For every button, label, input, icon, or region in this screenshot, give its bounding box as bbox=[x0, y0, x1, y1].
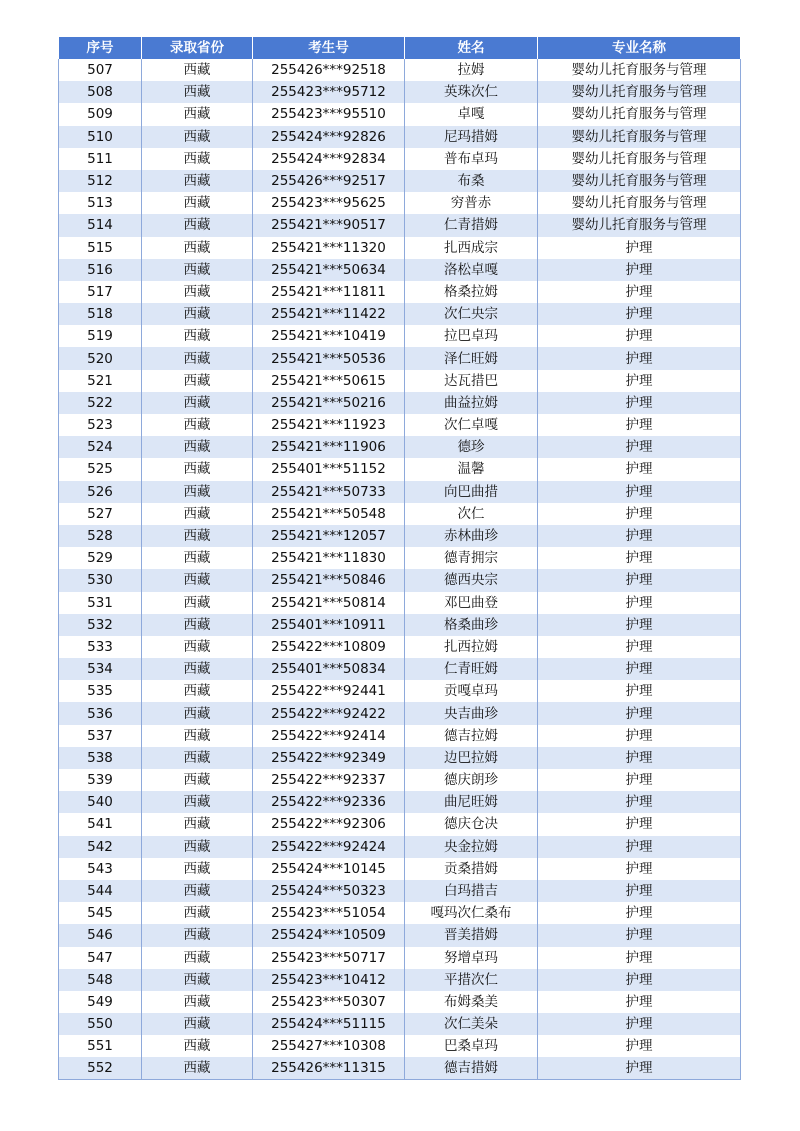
cell-exam-number: 255422***92336 bbox=[253, 791, 405, 813]
cell-province: 西藏 bbox=[142, 769, 253, 791]
table-row bbox=[59, 747, 741, 769]
cell-major: 护理 bbox=[538, 858, 741, 880]
cell-province: 西藏 bbox=[142, 614, 253, 636]
cell-major: 护理 bbox=[538, 725, 741, 747]
table-row bbox=[59, 680, 741, 702]
cell-seq: 510 bbox=[59, 126, 142, 148]
cell-seq: 523 bbox=[59, 414, 142, 436]
cell-exam-number: 255421***50846 bbox=[253, 569, 405, 591]
cell-major: 婴幼儿托育服务与管理 bbox=[538, 126, 741, 148]
table-row bbox=[59, 769, 741, 791]
table-row bbox=[59, 1057, 741, 1080]
cell-exam-number: 255424***92826 bbox=[253, 126, 405, 148]
cell-exam-number: 255421***11320 bbox=[253, 237, 405, 259]
table-row bbox=[59, 880, 741, 902]
cell-name: 温馨 bbox=[405, 458, 538, 480]
cell-exam-number: 255424***50323 bbox=[253, 880, 405, 902]
cell-exam-number: 255421***90517 bbox=[253, 214, 405, 236]
cell-exam-number: 255421***50216 bbox=[253, 392, 405, 414]
cell-major: 护理 bbox=[538, 991, 741, 1013]
cell-exam-number: 255424***92834 bbox=[253, 148, 405, 170]
cell-seq: 532 bbox=[59, 614, 142, 636]
table-row bbox=[59, 325, 741, 347]
table-row bbox=[59, 547, 741, 569]
cell-major: 护理 bbox=[538, 769, 741, 791]
table-row bbox=[59, 170, 741, 192]
cell-exam-number: 255421***12057 bbox=[253, 525, 405, 547]
cell-seq: 508 bbox=[59, 81, 142, 103]
table-row bbox=[59, 614, 741, 636]
cell-province: 西藏 bbox=[142, 481, 253, 503]
cell-seq: 519 bbox=[59, 325, 142, 347]
table-row bbox=[59, 791, 741, 813]
cell-name: 仁青旺姆 bbox=[405, 658, 538, 680]
cell-name: 布姆桑美 bbox=[405, 991, 538, 1013]
cell-name: 次仁美朵 bbox=[405, 1013, 538, 1035]
cell-major: 护理 bbox=[538, 1035, 741, 1057]
cell-province: 西藏 bbox=[142, 370, 253, 392]
cell-province: 西藏 bbox=[142, 1035, 253, 1057]
cell-province: 西藏 bbox=[142, 658, 253, 680]
cell-exam-number: 255422***92424 bbox=[253, 836, 405, 858]
cell-seq: 537 bbox=[59, 725, 142, 747]
cell-name: 扎西拉姆 bbox=[405, 636, 538, 658]
cell-exam-number: 255421***50634 bbox=[253, 259, 405, 281]
cell-seq: 544 bbox=[59, 880, 142, 902]
cell-seq: 540 bbox=[59, 791, 142, 813]
cell-exam-number: 255421***50536 bbox=[253, 347, 405, 369]
cell-province: 西藏 bbox=[142, 836, 253, 858]
cell-seq: 538 bbox=[59, 747, 142, 769]
cell-province: 西藏 bbox=[142, 947, 253, 969]
cell-exam-number: 255421***50733 bbox=[253, 481, 405, 503]
cell-seq: 526 bbox=[59, 481, 142, 503]
cell-major: 护理 bbox=[538, 547, 741, 569]
table-row bbox=[59, 924, 741, 946]
cell-exam-number: 255423***95510 bbox=[253, 103, 405, 125]
cell-province: 西藏 bbox=[142, 547, 253, 569]
table-row bbox=[59, 59, 741, 81]
admission-table bbox=[58, 37, 741, 1080]
table-row bbox=[59, 858, 741, 880]
cell-province: 西藏 bbox=[142, 725, 253, 747]
cell-major: 护理 bbox=[538, 836, 741, 858]
table-body bbox=[59, 59, 741, 1080]
cell-exam-number: 255422***92306 bbox=[253, 813, 405, 835]
cell-name: 普布卓玛 bbox=[405, 148, 538, 170]
cell-seq: 535 bbox=[59, 680, 142, 702]
cell-seq: 515 bbox=[59, 237, 142, 259]
table-row bbox=[59, 281, 741, 303]
table-row bbox=[59, 725, 741, 747]
cell-seq: 512 bbox=[59, 170, 142, 192]
cell-exam-number: 255423***95712 bbox=[253, 81, 405, 103]
cell-seq: 514 bbox=[59, 214, 142, 236]
cell-name: 仁青措姆 bbox=[405, 214, 538, 236]
cell-exam-number: 255422***92349 bbox=[253, 747, 405, 769]
cell-major: 护理 bbox=[538, 636, 741, 658]
table-row bbox=[59, 214, 741, 236]
cell-name: 次仁央宗 bbox=[405, 303, 538, 325]
table-row bbox=[59, 370, 741, 392]
cell-province: 西藏 bbox=[142, 525, 253, 547]
cell-exam-number: 255421***11906 bbox=[253, 436, 405, 458]
header-province: 录取省份 bbox=[142, 37, 253, 59]
cell-major: 护理 bbox=[538, 303, 741, 325]
cell-exam-number: 255423***95625 bbox=[253, 192, 405, 214]
cell-name: 尼玛措姆 bbox=[405, 126, 538, 148]
table-row bbox=[59, 569, 741, 591]
cell-seq: 539 bbox=[59, 769, 142, 791]
table-row bbox=[59, 148, 741, 170]
cell-major: 婴幼儿托育服务与管理 bbox=[538, 170, 741, 192]
cell-seq: 542 bbox=[59, 836, 142, 858]
cell-name: 贡嘎卓玛 bbox=[405, 680, 538, 702]
cell-exam-number: 255421***11422 bbox=[253, 303, 405, 325]
header-name: 姓名 bbox=[405, 37, 538, 59]
cell-seq: 517 bbox=[59, 281, 142, 303]
cell-seq: 536 bbox=[59, 702, 142, 724]
cell-name: 布桑 bbox=[405, 170, 538, 192]
cell-province: 西藏 bbox=[142, 592, 253, 614]
cell-major: 护理 bbox=[538, 592, 741, 614]
cell-major: 婴幼儿托育服务与管理 bbox=[538, 192, 741, 214]
cell-major: 护理 bbox=[538, 481, 741, 503]
cell-province: 西藏 bbox=[142, 991, 253, 1013]
cell-province: 西藏 bbox=[142, 702, 253, 724]
table-row bbox=[59, 1035, 741, 1057]
cell-province: 西藏 bbox=[142, 148, 253, 170]
table-row bbox=[59, 126, 741, 148]
cell-major: 护理 bbox=[538, 680, 741, 702]
cell-major: 护理 bbox=[538, 813, 741, 835]
cell-major: 护理 bbox=[538, 458, 741, 480]
cell-exam-number: 255423***10412 bbox=[253, 969, 405, 991]
cell-province: 西藏 bbox=[142, 813, 253, 835]
table-row bbox=[59, 592, 741, 614]
cell-exam-number: 255426***92517 bbox=[253, 170, 405, 192]
cell-name: 格桑拉姆 bbox=[405, 281, 538, 303]
cell-major: 护理 bbox=[538, 902, 741, 924]
cell-province: 西藏 bbox=[142, 170, 253, 192]
cell-exam-number: 255427***10308 bbox=[253, 1035, 405, 1057]
cell-seq: 509 bbox=[59, 103, 142, 125]
cell-major: 护理 bbox=[538, 747, 741, 769]
cell-exam-number: 255421***11923 bbox=[253, 414, 405, 436]
cell-seq: 527 bbox=[59, 503, 142, 525]
cell-name: 向巴曲措 bbox=[405, 481, 538, 503]
table-row bbox=[59, 947, 741, 969]
cell-name: 贡桑措姆 bbox=[405, 858, 538, 880]
cell-name: 白玛措吉 bbox=[405, 880, 538, 902]
cell-seq: 521 bbox=[59, 370, 142, 392]
cell-province: 西藏 bbox=[142, 126, 253, 148]
table-row bbox=[59, 525, 741, 547]
cell-seq: 547 bbox=[59, 947, 142, 969]
cell-major: 护理 bbox=[538, 947, 741, 969]
cell-major: 护理 bbox=[538, 325, 741, 347]
table-row bbox=[59, 414, 741, 436]
cell-province: 西藏 bbox=[142, 281, 253, 303]
cell-province: 西藏 bbox=[142, 902, 253, 924]
cell-seq: 550 bbox=[59, 1013, 142, 1035]
table-row bbox=[59, 481, 741, 503]
cell-exam-number: 255422***92441 bbox=[253, 680, 405, 702]
cell-name: 英珠次仁 bbox=[405, 81, 538, 103]
cell-exam-number: 255401***50834 bbox=[253, 658, 405, 680]
cell-major: 护理 bbox=[538, 1013, 741, 1035]
cell-province: 西藏 bbox=[142, 858, 253, 880]
cell-province: 西藏 bbox=[142, 325, 253, 347]
cell-exam-number: 255426***92518 bbox=[253, 59, 405, 81]
cell-seq: 552 bbox=[59, 1057, 142, 1080]
cell-major: 婴幼儿托育服务与管理 bbox=[538, 81, 741, 103]
cell-seq: 548 bbox=[59, 969, 142, 991]
cell-name: 邓巴曲登 bbox=[405, 592, 538, 614]
cell-exam-number: 255424***51115 bbox=[253, 1013, 405, 1035]
cell-major: 婴幼儿托育服务与管理 bbox=[538, 148, 741, 170]
cell-province: 西藏 bbox=[142, 214, 253, 236]
cell-seq: 524 bbox=[59, 436, 142, 458]
cell-exam-number: 255421***50548 bbox=[253, 503, 405, 525]
cell-exam-number: 255424***10509 bbox=[253, 924, 405, 946]
cell-province: 西藏 bbox=[142, 59, 253, 81]
table-row bbox=[59, 436, 741, 458]
cell-name: 卓嘎 bbox=[405, 103, 538, 125]
cell-province: 西藏 bbox=[142, 636, 253, 658]
cell-major: 护理 bbox=[538, 702, 741, 724]
cell-seq: 534 bbox=[59, 658, 142, 680]
cell-name: 德青拥宗 bbox=[405, 547, 538, 569]
table-row bbox=[59, 392, 741, 414]
cell-name: 拉巴卓玛 bbox=[405, 325, 538, 347]
table-row bbox=[59, 192, 741, 214]
cell-province: 西藏 bbox=[142, 1057, 253, 1080]
table-row bbox=[59, 347, 741, 369]
cell-seq: 546 bbox=[59, 924, 142, 946]
cell-name: 边巴拉姆 bbox=[405, 747, 538, 769]
cell-name: 格桑曲珍 bbox=[405, 614, 538, 636]
cell-major: 婴幼儿托育服务与管理 bbox=[538, 103, 741, 125]
cell-exam-number: 255422***10809 bbox=[253, 636, 405, 658]
cell-seq: 522 bbox=[59, 392, 142, 414]
cell-seq: 511 bbox=[59, 148, 142, 170]
cell-major: 护理 bbox=[538, 969, 741, 991]
cell-exam-number: 255424***10145 bbox=[253, 858, 405, 880]
cell-exam-number: 255421***11811 bbox=[253, 281, 405, 303]
cell-name: 德吉措姆 bbox=[405, 1057, 538, 1080]
cell-province: 西藏 bbox=[142, 347, 253, 369]
cell-major: 护理 bbox=[538, 414, 741, 436]
cell-seq: 518 bbox=[59, 303, 142, 325]
cell-name: 嘎玛次仁桑布 bbox=[405, 902, 538, 924]
table-row bbox=[59, 237, 741, 259]
cell-name: 曲尼旺姆 bbox=[405, 791, 538, 813]
cell-name: 德吉拉姆 bbox=[405, 725, 538, 747]
cell-exam-number: 255421***50814 bbox=[253, 592, 405, 614]
cell-major: 婴幼儿托育服务与管理 bbox=[538, 59, 741, 81]
cell-province: 西藏 bbox=[142, 569, 253, 591]
cell-major: 护理 bbox=[538, 614, 741, 636]
cell-province: 西藏 bbox=[142, 81, 253, 103]
cell-name: 穷普赤 bbox=[405, 192, 538, 214]
table-row bbox=[59, 303, 741, 325]
table-row bbox=[59, 81, 741, 103]
header-major: 专业名称 bbox=[538, 37, 741, 59]
table-row bbox=[59, 969, 741, 991]
cell-seq: 549 bbox=[59, 991, 142, 1013]
table-row bbox=[59, 813, 741, 835]
cell-seq: 543 bbox=[59, 858, 142, 880]
cell-name: 德西央宗 bbox=[405, 569, 538, 591]
header-row bbox=[59, 37, 741, 59]
table-row bbox=[59, 259, 741, 281]
cell-province: 西藏 bbox=[142, 192, 253, 214]
cell-name: 曲益拉姆 bbox=[405, 392, 538, 414]
cell-exam-number: 255423***50307 bbox=[253, 991, 405, 1013]
cell-exam-number: 255426***11315 bbox=[253, 1057, 405, 1080]
cell-major: 护理 bbox=[538, 924, 741, 946]
cell-province: 西藏 bbox=[142, 303, 253, 325]
cell-exam-number: 255423***51054 bbox=[253, 902, 405, 924]
cell-seq: 541 bbox=[59, 813, 142, 835]
cell-major: 护理 bbox=[538, 370, 741, 392]
cell-province: 西藏 bbox=[142, 503, 253, 525]
cell-name: 央金拉姆 bbox=[405, 836, 538, 858]
cell-seq: 520 bbox=[59, 347, 142, 369]
cell-exam-number: 255421***10419 bbox=[253, 325, 405, 347]
cell-name: 德庆仓决 bbox=[405, 813, 538, 835]
cell-name: 德庆朗珍 bbox=[405, 769, 538, 791]
cell-major: 护理 bbox=[538, 658, 741, 680]
table-row bbox=[59, 1013, 741, 1035]
cell-exam-number: 255422***92422 bbox=[253, 702, 405, 724]
cell-name: 达瓦措巴 bbox=[405, 370, 538, 392]
cell-major: 护理 bbox=[538, 791, 741, 813]
cell-province: 西藏 bbox=[142, 237, 253, 259]
cell-seq: 525 bbox=[59, 458, 142, 480]
cell-exam-number: 255422***92414 bbox=[253, 725, 405, 747]
cell-major: 护理 bbox=[538, 1057, 741, 1080]
cell-province: 西藏 bbox=[142, 392, 253, 414]
cell-province: 西藏 bbox=[142, 747, 253, 769]
cell-name: 次仁 bbox=[405, 503, 538, 525]
cell-seq: 529 bbox=[59, 547, 142, 569]
header-exam-number: 考生号 bbox=[253, 37, 405, 59]
cell-seq: 528 bbox=[59, 525, 142, 547]
cell-province: 西藏 bbox=[142, 103, 253, 125]
table-row bbox=[59, 658, 741, 680]
cell-major: 护理 bbox=[538, 281, 741, 303]
cell-province: 西藏 bbox=[142, 791, 253, 813]
cell-exam-number: 255422***92337 bbox=[253, 769, 405, 791]
table-row bbox=[59, 991, 741, 1013]
cell-major: 护理 bbox=[538, 392, 741, 414]
cell-major: 婴幼儿托育服务与管理 bbox=[538, 214, 741, 236]
table-row bbox=[59, 702, 741, 724]
cell-name: 泽仁旺姆 bbox=[405, 347, 538, 369]
cell-seq: 533 bbox=[59, 636, 142, 658]
cell-major: 护理 bbox=[538, 525, 741, 547]
cell-major: 护理 bbox=[538, 347, 741, 369]
cell-province: 西藏 bbox=[142, 414, 253, 436]
cell-seq: 545 bbox=[59, 902, 142, 924]
header-seq: 序号 bbox=[59, 37, 142, 59]
cell-exam-number: 255423***50717 bbox=[253, 947, 405, 969]
table-row bbox=[59, 458, 741, 480]
cell-name: 德珍 bbox=[405, 436, 538, 458]
cell-name: 平措次仁 bbox=[405, 969, 538, 991]
cell-name: 努增卓玛 bbox=[405, 947, 538, 969]
cell-major: 护理 bbox=[538, 237, 741, 259]
cell-exam-number: 255401***51152 bbox=[253, 458, 405, 480]
cell-name: 扎西成宗 bbox=[405, 237, 538, 259]
cell-province: 西藏 bbox=[142, 1013, 253, 1035]
cell-province: 西藏 bbox=[142, 924, 253, 946]
cell-major: 护理 bbox=[538, 569, 741, 591]
cell-name: 晋美措姆 bbox=[405, 924, 538, 946]
cell-seq: 507 bbox=[59, 59, 142, 81]
cell-exam-number: 255421***11830 bbox=[253, 547, 405, 569]
cell-exam-number: 255421***50615 bbox=[253, 370, 405, 392]
cell-exam-number: 255401***10911 bbox=[253, 614, 405, 636]
cell-name: 次仁卓嘎 bbox=[405, 414, 538, 436]
cell-province: 西藏 bbox=[142, 680, 253, 702]
cell-province: 西藏 bbox=[142, 880, 253, 902]
cell-province: 西藏 bbox=[142, 259, 253, 281]
cell-name: 央吉曲珍 bbox=[405, 702, 538, 724]
cell-seq: 530 bbox=[59, 569, 142, 591]
cell-seq: 531 bbox=[59, 592, 142, 614]
cell-seq: 516 bbox=[59, 259, 142, 281]
cell-province: 西藏 bbox=[142, 969, 253, 991]
cell-province: 西藏 bbox=[142, 436, 253, 458]
table-row bbox=[59, 103, 741, 125]
table-row bbox=[59, 636, 741, 658]
table-row bbox=[59, 902, 741, 924]
table-header bbox=[59, 37, 741, 59]
cell-major: 护理 bbox=[538, 436, 741, 458]
cell-province: 西藏 bbox=[142, 458, 253, 480]
cell-seq: 551 bbox=[59, 1035, 142, 1057]
cell-name: 赤林曲珍 bbox=[405, 525, 538, 547]
cell-name: 拉姆 bbox=[405, 59, 538, 81]
cell-name: 巴桑卓玛 bbox=[405, 1035, 538, 1057]
cell-major: 护理 bbox=[538, 880, 741, 902]
table-row bbox=[59, 503, 741, 525]
cell-major: 护理 bbox=[538, 503, 741, 525]
cell-seq: 513 bbox=[59, 192, 142, 214]
cell-name: 洛松卓嘎 bbox=[405, 259, 538, 281]
cell-major: 护理 bbox=[538, 259, 741, 281]
table-row bbox=[59, 836, 741, 858]
